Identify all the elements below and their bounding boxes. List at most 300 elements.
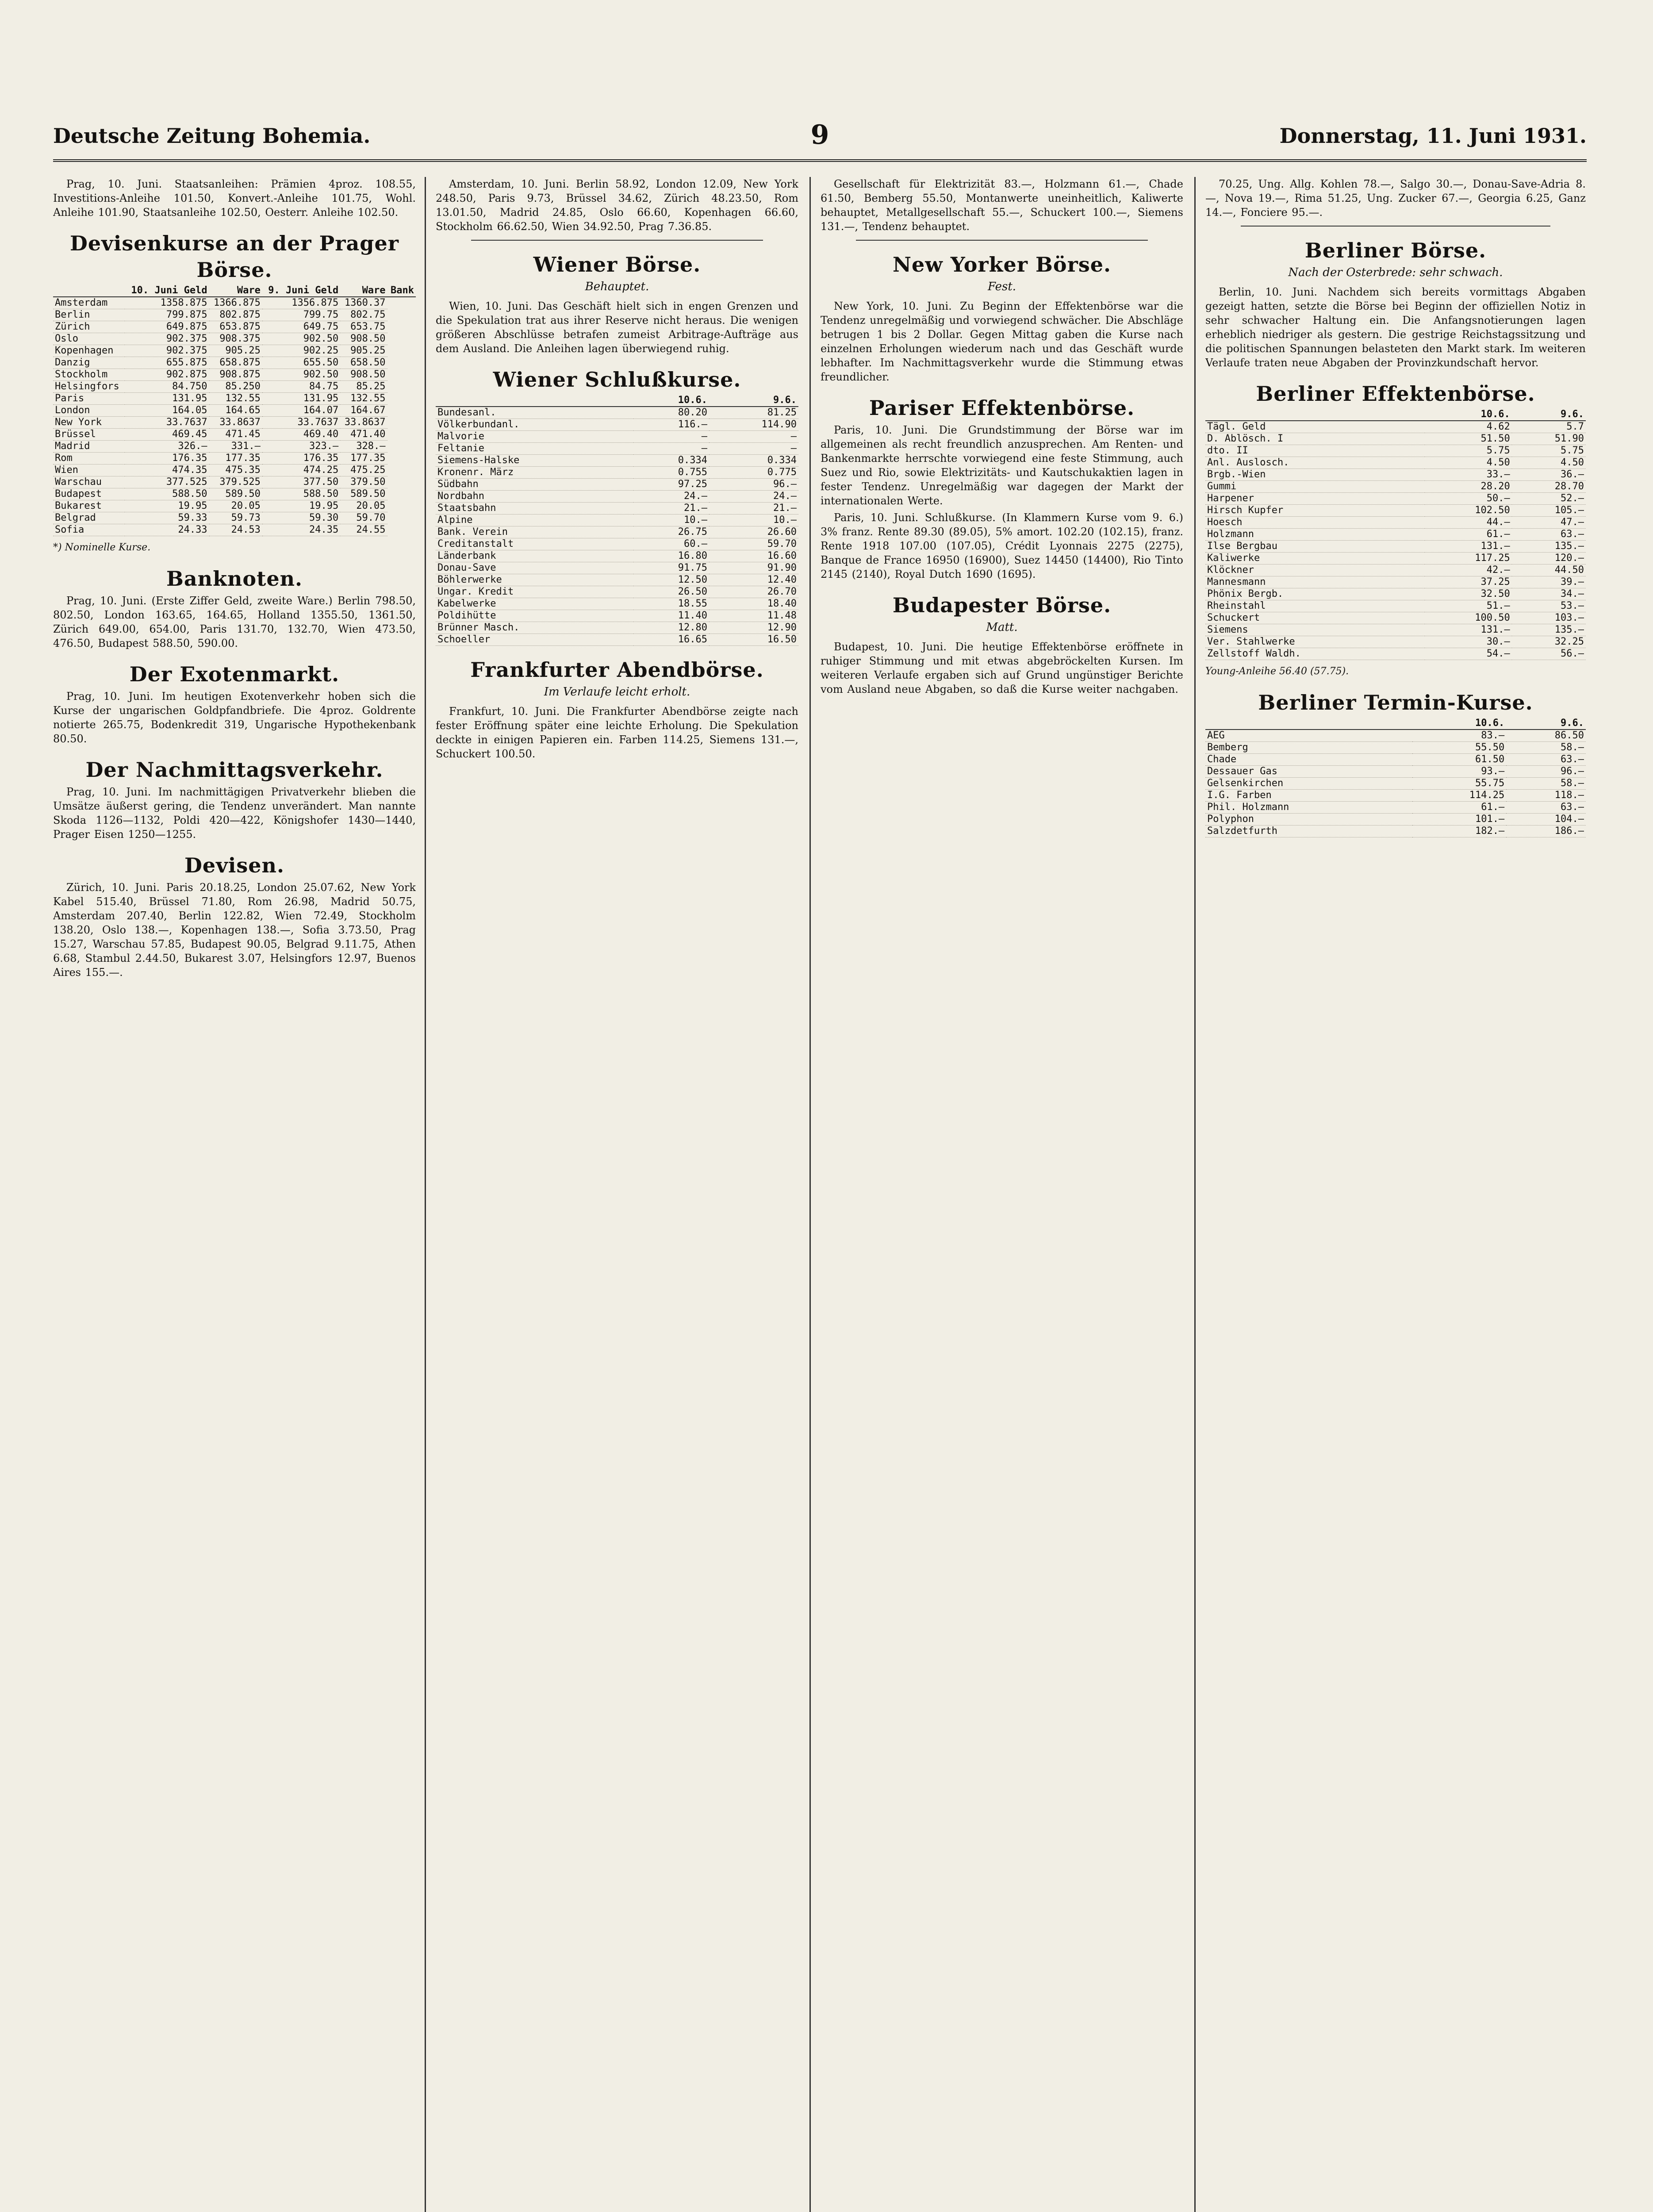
table-row <box>436 503 798 515</box>
row-value: 16.80 <box>633 550 709 562</box>
table-header-row <box>1205 409 1586 421</box>
column-2-intro: Amsterdam, 10. Juni. Berlin 58.92, London 12.09, New York 248.50, Paris 9.73, Brüssel 34.62, Zürich 48.23.50, Rom 13.01.50, Madrid 24.85, Oslo 66.60, Kopenhagen 66.60, Stockholm 66.62.50, Wien 34.92.50, Prag 7.36.85. <box>436 178 798 233</box>
row-label: Stockholm <box>53 369 125 381</box>
row-value: 51.90 <box>1512 433 1586 445</box>
row-value: 0.334 <box>709 455 798 467</box>
table-row <box>53 417 416 429</box>
row-label: Gummi <box>1205 481 1425 493</box>
page-header <box>53 119 1587 162</box>
row-value: 81.25 <box>709 407 798 419</box>
table-row <box>1205 576 1586 588</box>
row-value: 104.— <box>1506 814 1586 826</box>
row-value: 118.— <box>1506 790 1586 802</box>
row-value: 55.50 <box>1412 742 1506 754</box>
row-label: Budapest <box>53 488 125 500</box>
table-row <box>1205 481 1586 493</box>
row-value: 908.50 <box>340 333 387 345</box>
row-value: 52.— <box>1512 493 1586 505</box>
row-value: 36.— <box>1512 469 1586 481</box>
row-value: 101.— <box>1412 814 1506 826</box>
row-label: Holzmann <box>1205 529 1425 541</box>
row-label: Wien <box>53 465 125 476</box>
row-label: Schuckert <box>1205 612 1425 624</box>
row-label: Donau-Save <box>436 562 633 574</box>
row-value: 34.— <box>1512 588 1586 600</box>
row-value: 902.875 <box>125 369 209 381</box>
table-header-cell: 10. Juni Geld <box>125 285 209 297</box>
row-value: 379.50 <box>340 476 387 488</box>
row-value: 20.05 <box>340 500 387 512</box>
row-value: 649.875 <box>125 321 209 333</box>
row-label: Nordbahn <box>436 491 633 503</box>
row-value: 10.— <box>633 515 709 526</box>
table-header-cell <box>436 395 633 407</box>
row-label: Danzig <box>53 357 125 369</box>
table-header-row <box>53 285 416 297</box>
table-row <box>53 345 416 357</box>
heading-berliner-effektenboerse: Berliner Effektenbörse. <box>1256 382 1535 406</box>
table-row <box>1205 505 1586 517</box>
row-value: 589.50 <box>340 488 387 500</box>
row-value: — <box>633 431 709 443</box>
row-value: 12.40 <box>709 574 798 586</box>
row-value: 0.334 <box>633 455 709 467</box>
table-row <box>1205 648 1586 660</box>
young-anleihe-note: Young-Anleihe 56.40 (57.75). <box>1205 666 1349 677</box>
row-label: Ungar. Kredit <box>436 586 633 598</box>
row-value: 28.20 <box>1425 481 1512 493</box>
row-value: 58.— <box>1506 778 1586 790</box>
table-row <box>53 524 416 536</box>
row-value: 131.95 <box>262 393 340 405</box>
row-label: Feltanie <box>436 443 633 455</box>
row-label: Kabelwerke <box>436 598 633 610</box>
table-row <box>53 369 416 381</box>
row-value: 905.25 <box>340 345 387 357</box>
row-value: 51.50 <box>1425 433 1512 445</box>
paris-schlusskurse: Paris, 10. Juni. Schlußkurse. (In Klammern Kurse vom 9. 6.) 3% franz. Rente 89.30 (89.05), 5% amort. 102.20 (102.15), franz. Rente 1918 107.00 (107.05), Crédit Lyonnais 2275 (2275), Banque de France 16950 (16900), Suez 14450 (14400), Rio Tinto 2145 (2140), Royal Dutch 1690 (1695). <box>821 511 1183 580</box>
table-row <box>436 598 798 610</box>
table-row <box>1205 814 1586 826</box>
row-value: 86.50 <box>1506 730 1586 742</box>
row-label: Kronenr. März <box>436 467 633 479</box>
row-label: Hirsch Kupfer <box>1205 505 1425 517</box>
table-row <box>1205 612 1586 624</box>
column-1 <box>53 177 416 2212</box>
page-number: 9 <box>810 119 829 150</box>
row-value: 21.— <box>633 503 709 515</box>
heading-pariser-effektenboerse: Pariser Effektenbörse. <box>869 396 1135 420</box>
row-value: 182.— <box>1412 826 1506 837</box>
divider <box>471 240 763 241</box>
heading-berliner-termin-kurse: Berliner Termin-Kurse. <box>1258 691 1533 714</box>
table-row <box>436 610 798 622</box>
row-value: 33.8637 <box>340 417 387 429</box>
heading-banknoten: Banknoten. <box>166 567 303 591</box>
row-label: Poldihütte <box>436 610 633 622</box>
row-value: 26.75 <box>633 526 709 538</box>
row-value: 658.50 <box>340 357 387 369</box>
row-value: 131.— <box>1425 541 1512 553</box>
row-label: Rheinstahl <box>1205 600 1425 612</box>
row-value: 4.62 <box>1425 421 1512 433</box>
row-value: 105.— <box>1512 505 1586 517</box>
row-value: 908.375 <box>209 333 262 345</box>
row-value: 164.67 <box>340 405 387 417</box>
row-value: 97.25 <box>633 479 709 491</box>
row-value: 186.— <box>1506 826 1586 837</box>
row-label: AEG <box>1205 730 1412 742</box>
row-value: 114.25 <box>1412 790 1506 802</box>
devisen-table <box>53 285 416 536</box>
table-header-cell: Ware <box>209 285 262 297</box>
column-rule <box>1194 177 1196 2212</box>
row-value: 56.— <box>1512 648 1586 660</box>
row-label: I.G. Farben <box>1205 790 1412 802</box>
column-2 <box>436 177 798 2212</box>
row-value: 902.375 <box>125 345 209 357</box>
row-value: 475.35 <box>209 465 262 476</box>
row-value: 164.07 <box>262 405 340 417</box>
table-header-row <box>1205 718 1586 730</box>
table-row <box>1205 624 1586 636</box>
row-value: 135.— <box>1512 541 1586 553</box>
column-rule <box>425 177 426 2212</box>
table-row <box>1205 766 1586 778</box>
wiener-boerse-text: Wien, 10. Juni. Das Geschäft hielt sich in engen Grenzen und die Spekulation trat aus ihrer Reserve nicht heraus. Die wenigen größeren Abschlüsse betrafen zumeist Arbitrage-Aufträge aus dem Ausland. Die Anleihen lagen überwiegend ruhig. <box>436 300 798 355</box>
row-value: 44.— <box>1425 517 1512 529</box>
row-value: 1356.875 <box>262 297 340 309</box>
subheading-frankfurt: Im Verlaufe leicht erholt. <box>544 685 690 699</box>
paris-text: Paris, 10. Juni. Die Grundstimmung der Börse war im allgemeinen als recht freundlich anzusprechen. Am Renten- und Bankenmarkte herrschte vorwiegend eine feste Stimmung, auch Suez und Rio, sowie Elektrizitäts- und Kautschukaktien lagen in fester Tendenz. Unregelmäßig war dagegen der Markt der internationalen Werte. <box>821 424 1183 507</box>
table-row <box>1205 493 1586 505</box>
berliner-effekten-table <box>1205 409 1586 660</box>
table-row <box>436 586 798 598</box>
row-label: Bundesanl. <box>436 407 633 419</box>
row-value: 59.70 <box>709 538 798 550</box>
row-value: 379.525 <box>209 476 262 488</box>
table-row <box>1205 445 1586 457</box>
row-value: 908.875 <box>209 369 262 381</box>
row-value: — <box>709 431 798 443</box>
row-label: Chade <box>1205 754 1412 766</box>
row-value: 323.— <box>262 441 340 453</box>
footnote-nominal: *) Nominelle Kurse. <box>53 542 151 553</box>
row-label: D. Ablösch. I <box>1205 433 1425 445</box>
row-value: 164.65 <box>209 405 262 417</box>
row-value: 902.50 <box>262 333 340 345</box>
row-label: Alpine <box>436 515 633 526</box>
row-label: Harpener <box>1205 493 1425 505</box>
heading-nachmittagsverkehr: Der Nachmittagsverkehr. <box>85 758 384 782</box>
row-label: Warschau <box>53 476 125 488</box>
table-row <box>1205 553 1586 565</box>
row-value: 24.— <box>633 491 709 503</box>
row-value: 33.7637 <box>262 417 340 429</box>
row-value: 5.75 <box>1425 445 1512 457</box>
row-value: 377.50 <box>262 476 340 488</box>
column-3 <box>821 177 1183 2212</box>
row-value: 20.05 <box>209 500 262 512</box>
row-value: 26.50 <box>633 586 709 598</box>
row-value: 655.875 <box>125 357 209 369</box>
row-value: 85.25 <box>340 381 387 393</box>
row-value: 63.— <box>1512 529 1586 541</box>
row-label: Polyphon <box>1205 814 1412 826</box>
subheading-matt: Matt. <box>986 621 1018 634</box>
row-label: Staatsbahn <box>436 503 633 515</box>
subheading-fest: Fest. <box>987 280 1016 293</box>
row-value: 83.— <box>1412 730 1506 742</box>
table-row <box>436 515 798 526</box>
row-label: Amsterdam <box>53 297 125 309</box>
row-label: Schoeller <box>436 634 633 646</box>
divider <box>856 240 1148 241</box>
heading-berliner-boerse: Berliner Börse. <box>1304 238 1487 262</box>
table-row <box>436 467 798 479</box>
row-value: 1366.875 <box>209 297 262 309</box>
table-row <box>53 357 416 369</box>
row-value: 100.50 <box>1425 612 1512 624</box>
row-value: 653.75 <box>340 321 387 333</box>
row-value: 58.— <box>1506 742 1586 754</box>
row-label: Zürich <box>53 321 125 333</box>
row-value: 177.35 <box>340 453 387 465</box>
row-value: 24.— <box>709 491 798 503</box>
subheading-behauptet: Behauptet. <box>585 280 649 293</box>
row-value: 469.40 <box>262 429 340 441</box>
row-value: 24.35 <box>262 524 340 536</box>
row-value: 4.50 <box>1425 457 1512 469</box>
row-label: Zellstoff Waldh. <box>1205 648 1425 660</box>
frankfurt-text: Frankfurt, 10. Juni. Die Frankfurter Abendbörse zeigte nach fester Eröffnung später eine leichte Erholung. Die Spekulation deckte in einigen Papieren ein. Farben 114.25, Siemens 131.—, Schuckert 100.50. <box>436 705 798 760</box>
row-value: 176.35 <box>125 453 209 465</box>
table-row <box>1205 517 1586 529</box>
row-label: Klöckner <box>1205 565 1425 576</box>
row-label: Bukarest <box>53 500 125 512</box>
row-value: 475.25 <box>340 465 387 476</box>
row-label: Siemens-Halske <box>436 455 633 467</box>
row-value: 328.— <box>340 441 387 453</box>
table-row <box>436 622 798 634</box>
row-label: Siemens <box>1205 624 1425 636</box>
berlin-text: Berlin, 10. Juni. Nachdem sich bereits vormittags Abgaben gezeigt hatten, setzte die Börse bei Beginn der offiziellen Notiz in sehr schwacher Haltung ein. Die Anfangsnotierungen lagen erheblich niedriger als gestern. Die gestrige Reichstagssitzung und die politischen Spannungen belasteten den Markt stark. Im weiteren Verlaufe traten neue Abgaben der Provinzkundschaft hervor. <box>1205 286 1586 369</box>
row-value: 12.90 <box>709 622 798 634</box>
row-value: 5.7 <box>1512 421 1586 433</box>
row-value: 117.25 <box>1425 553 1512 565</box>
row-label: Belgrad <box>53 512 125 524</box>
row-value: 658.875 <box>209 357 262 369</box>
row-label: Ver. Stahlwerke <box>1205 636 1425 648</box>
heading-exotenmarkt: Der Exotenmarkt. <box>129 662 340 686</box>
row-value: 135.— <box>1512 624 1586 636</box>
table-row <box>436 443 798 455</box>
row-value: 0.755 <box>633 467 709 479</box>
table-row <box>53 500 416 512</box>
row-value: 471.40 <box>340 429 387 441</box>
new-york-text: New York, 10. Juni. Zu Beginn der Effektenbörse war die Tendenz unregelmäßig und vorwiegend schwächer. Die Abschläge betrugen 1 bis 2 Dollar. Gegen Mittag gaben die Kurse nach einzelnen Erholungen wiederum nach und das Geschäft wurde lebhafter. Im Nachmittagsverkehr wurde die Stimmung etwas freundlicher. <box>821 300 1183 383</box>
row-value: 377.525 <box>125 476 209 488</box>
row-value: 802.875 <box>209 309 262 321</box>
row-value: 132.55 <box>209 393 262 405</box>
table-row <box>436 455 798 467</box>
row-label: Dessauer Gas <box>1205 766 1412 778</box>
row-value: 114.90 <box>709 419 798 431</box>
table-row <box>436 550 798 562</box>
table-row <box>53 465 416 476</box>
row-value: 37.25 <box>1425 576 1512 588</box>
row-value: 42.— <box>1425 565 1512 576</box>
row-value: 39.— <box>1512 576 1586 588</box>
row-value: 26.60 <box>709 526 798 538</box>
row-value: 60.— <box>633 538 709 550</box>
table-row <box>1205 421 1586 433</box>
row-value: 47.— <box>1512 517 1586 529</box>
column-4-intro: 70.25, Ung. Allg. Kohlen 78.—, Salgo 30.—, Donau-Save-Adria 8.—, Nova 19.—, Rima 51.25, Ung. Zucker 67.—, Georgia 6.25, Ganz 14.—, Fonciere 95.—. <box>1205 178 1586 219</box>
table-header-cell: Ware <box>340 285 387 297</box>
row-label: Creditanstalt <box>436 538 633 550</box>
row-value: 96.— <box>709 479 798 491</box>
table-row <box>53 441 416 453</box>
row-value: 16.65 <box>633 634 709 646</box>
row-value: — <box>633 443 709 455</box>
row-label: Tägl. Geld <box>1205 421 1425 433</box>
table-row <box>1205 457 1586 469</box>
table-row <box>436 479 798 491</box>
table-row <box>53 333 416 345</box>
row-value: 21.— <box>709 503 798 515</box>
exotenmarkt-text: Prag, 10. Juni. Im heutigen Exotenverkehr hoben sich die Kurse der ungarischen Goldpfandbriefe. Die 4proz. Goldrente notierte 265.75, Bodenkredit 319, Ungarische Hypothekenbank 80.50. <box>53 690 416 745</box>
row-value: 54.— <box>1425 648 1512 660</box>
table-row <box>53 405 416 417</box>
row-value: 59.30 <box>262 512 340 524</box>
row-value: 649.75 <box>262 321 340 333</box>
row-value: 33.7637 <box>125 417 209 429</box>
row-value: 471.45 <box>209 429 262 441</box>
row-value: 802.75 <box>340 309 387 321</box>
row-value: 11.40 <box>633 610 709 622</box>
row-value: 116.— <box>633 419 709 431</box>
row-value: 19.95 <box>262 500 340 512</box>
row-value: 18.40 <box>709 598 798 610</box>
row-label: Völkerbundanl. <box>436 419 633 431</box>
heading-frankfurter-abendboerse: Frankfurter Abendbörse. <box>470 658 764 682</box>
row-value: 10.— <box>709 515 798 526</box>
row-value: 91.75 <box>633 562 709 574</box>
row-value: 0.775 <box>709 467 798 479</box>
column-1-intro: Prag, 10. Juni. Staatsanleihen: Prämien 4proz. 108.55, Investitions-Anleihe 101.50, Konvert.-Anleihe 101.75, Wohl. Anleihe 101.90, Staatsanleihe 102.50, Oesterr. Anleihe 102.50. <box>53 178 416 219</box>
row-value: 91.90 <box>709 562 798 574</box>
table-header-cell: 9.6. <box>1506 718 1586 730</box>
row-label: Brüssel <box>53 429 125 441</box>
row-label: Malvorie <box>436 431 633 443</box>
table-row <box>1205 529 1586 541</box>
table-row <box>436 634 798 646</box>
row-value: 326.— <box>125 441 209 453</box>
row-label: Kopenhagen <box>53 345 125 357</box>
row-label: Brünner Masch. <box>436 622 633 634</box>
row-label: dto. II <box>1205 445 1425 457</box>
row-value: 16.50 <box>709 634 798 646</box>
table-row <box>53 453 416 465</box>
table-row <box>1205 730 1586 742</box>
row-value: 33.— <box>1425 469 1512 481</box>
row-value: 1360.37 <box>340 297 387 309</box>
row-label: Madrid <box>53 441 125 453</box>
table-row <box>436 562 798 574</box>
row-value: 51.— <box>1425 600 1512 612</box>
row-label: London <box>53 405 125 417</box>
row-value: 61.— <box>1412 802 1506 814</box>
budapest-text: Budapest, 10. Juni. Die heutige Effektenbörse eröffnete in ruhiger Stimmung und mit etwas abgebröckelten Kursen. Im weiteren Verlaufe ergaben sich auf Grund ungünstiger Berichte vom Ausland neue Abgaben, so daß die Kurse weiter nachgaben. <box>821 641 1183 695</box>
row-value: 33.8637 <box>209 417 262 429</box>
table-row <box>436 538 798 550</box>
row-value: 84.750 <box>125 381 209 393</box>
row-value: 16.60 <box>709 550 798 562</box>
row-value: 80.20 <box>633 407 709 419</box>
table-header-cell: 9.6. <box>709 395 798 407</box>
row-value: 53.— <box>1512 600 1586 612</box>
row-value: 176.35 <box>262 453 340 465</box>
row-value: 588.50 <box>125 488 209 500</box>
row-label: Böhlerwerke <box>436 574 633 586</box>
issue-date: Donnerstag, 11. Juni 1931. <box>1279 124 1587 148</box>
row-label: Phil. Holzmann <box>1205 802 1412 814</box>
row-value: 59.70 <box>340 512 387 524</box>
row-label: Salzdetfurth <box>1205 826 1412 837</box>
row-value: 469.45 <box>125 429 209 441</box>
table-header-cell <box>1205 718 1412 730</box>
table-row <box>1205 600 1586 612</box>
table-row <box>1205 826 1586 837</box>
row-label: Brgb.-Wien <box>1205 469 1425 481</box>
row-label: Kaliwerke <box>1205 553 1425 565</box>
row-value: 902.50 <box>262 369 340 381</box>
row-value: 55.75 <box>1412 778 1506 790</box>
row-label: Berlin <box>53 309 125 321</box>
banknoten-text: Prag, 10. Juni. (Erste Ziffer Geld, zweite Ware.) Berlin 798.50, 802.50, London 163.65, 164.65, Holland 1355.50, 1361.50, Zürich 649.00, 654.00, Paris 131.70, 132.70, Wien 473.50, 476.50, Budapest 588.50, 590.00. <box>53 595 416 649</box>
row-value: 28.70 <box>1512 481 1586 493</box>
table-row <box>53 297 416 309</box>
row-value: 589.50 <box>209 488 262 500</box>
table-header-cell <box>53 285 125 297</box>
table-row <box>1205 790 1586 802</box>
heading-budapester-boerse: Budapester Börse. <box>892 593 1112 617</box>
row-value: 102.50 <box>1425 505 1512 517</box>
table-header-cell: 10.6. <box>1425 409 1512 421</box>
subheading-berlin: Nach der Osterbrede: sehr schwach. <box>1288 266 1503 279</box>
row-label: Gelsenkirchen <box>1205 778 1412 790</box>
row-label: Anl. Auslosch. <box>1205 457 1425 469</box>
nachmittagsverkehr-text: Prag, 10. Juni. Im nachmittägigen Privatverkehr blieben die Umsätze äußerst gering, die Tendenz unverändert. Man nannte Skoda 1126—1132, Poldi 420—422, Königshofer 1430—1440, Prager Eisen 1250—1255. <box>53 786 416 841</box>
row-value: 18.55 <box>633 598 709 610</box>
devisen-text: Zürich, 10. Juni. Paris 20.18.25, London 25.07.62, New York Kabel 515.40, Brüssel 71.80, Rom 26.98, Madrid 50.75, Amsterdam 207.40, Berlin 122.82, Wien 72.49, Stockholm 138.20, Oslo 138.—, Kopenhagen 138.—, Sofia 3.73.50, Prag 15.27, Warschau 57.85, Budapest 90.05, Belgrad 9.11.75, Athen 6.68, Stambul 2.44.50, Bukarest 3.07, Helsingfors 12.97, Buenos Aires 155.—. <box>53 881 416 979</box>
heading-wiener-boerse: Wiener Börse. <box>533 253 701 276</box>
row-value: 24.55 <box>340 524 387 536</box>
table-row <box>1205 469 1586 481</box>
row-value: 59.33 <box>125 512 209 524</box>
table-row <box>53 321 416 333</box>
row-value: 4.50 <box>1512 457 1586 469</box>
masthead: Deutsche Zeitung Bohemia. <box>53 124 371 148</box>
row-value: 177.35 <box>209 453 262 465</box>
table-row <box>436 491 798 503</box>
row-value: 11.48 <box>709 610 798 622</box>
table-row <box>1205 754 1586 766</box>
row-value: 84.75 <box>262 381 340 393</box>
table-header-cell: 10.6. <box>633 395 709 407</box>
row-value: 653.875 <box>209 321 262 333</box>
